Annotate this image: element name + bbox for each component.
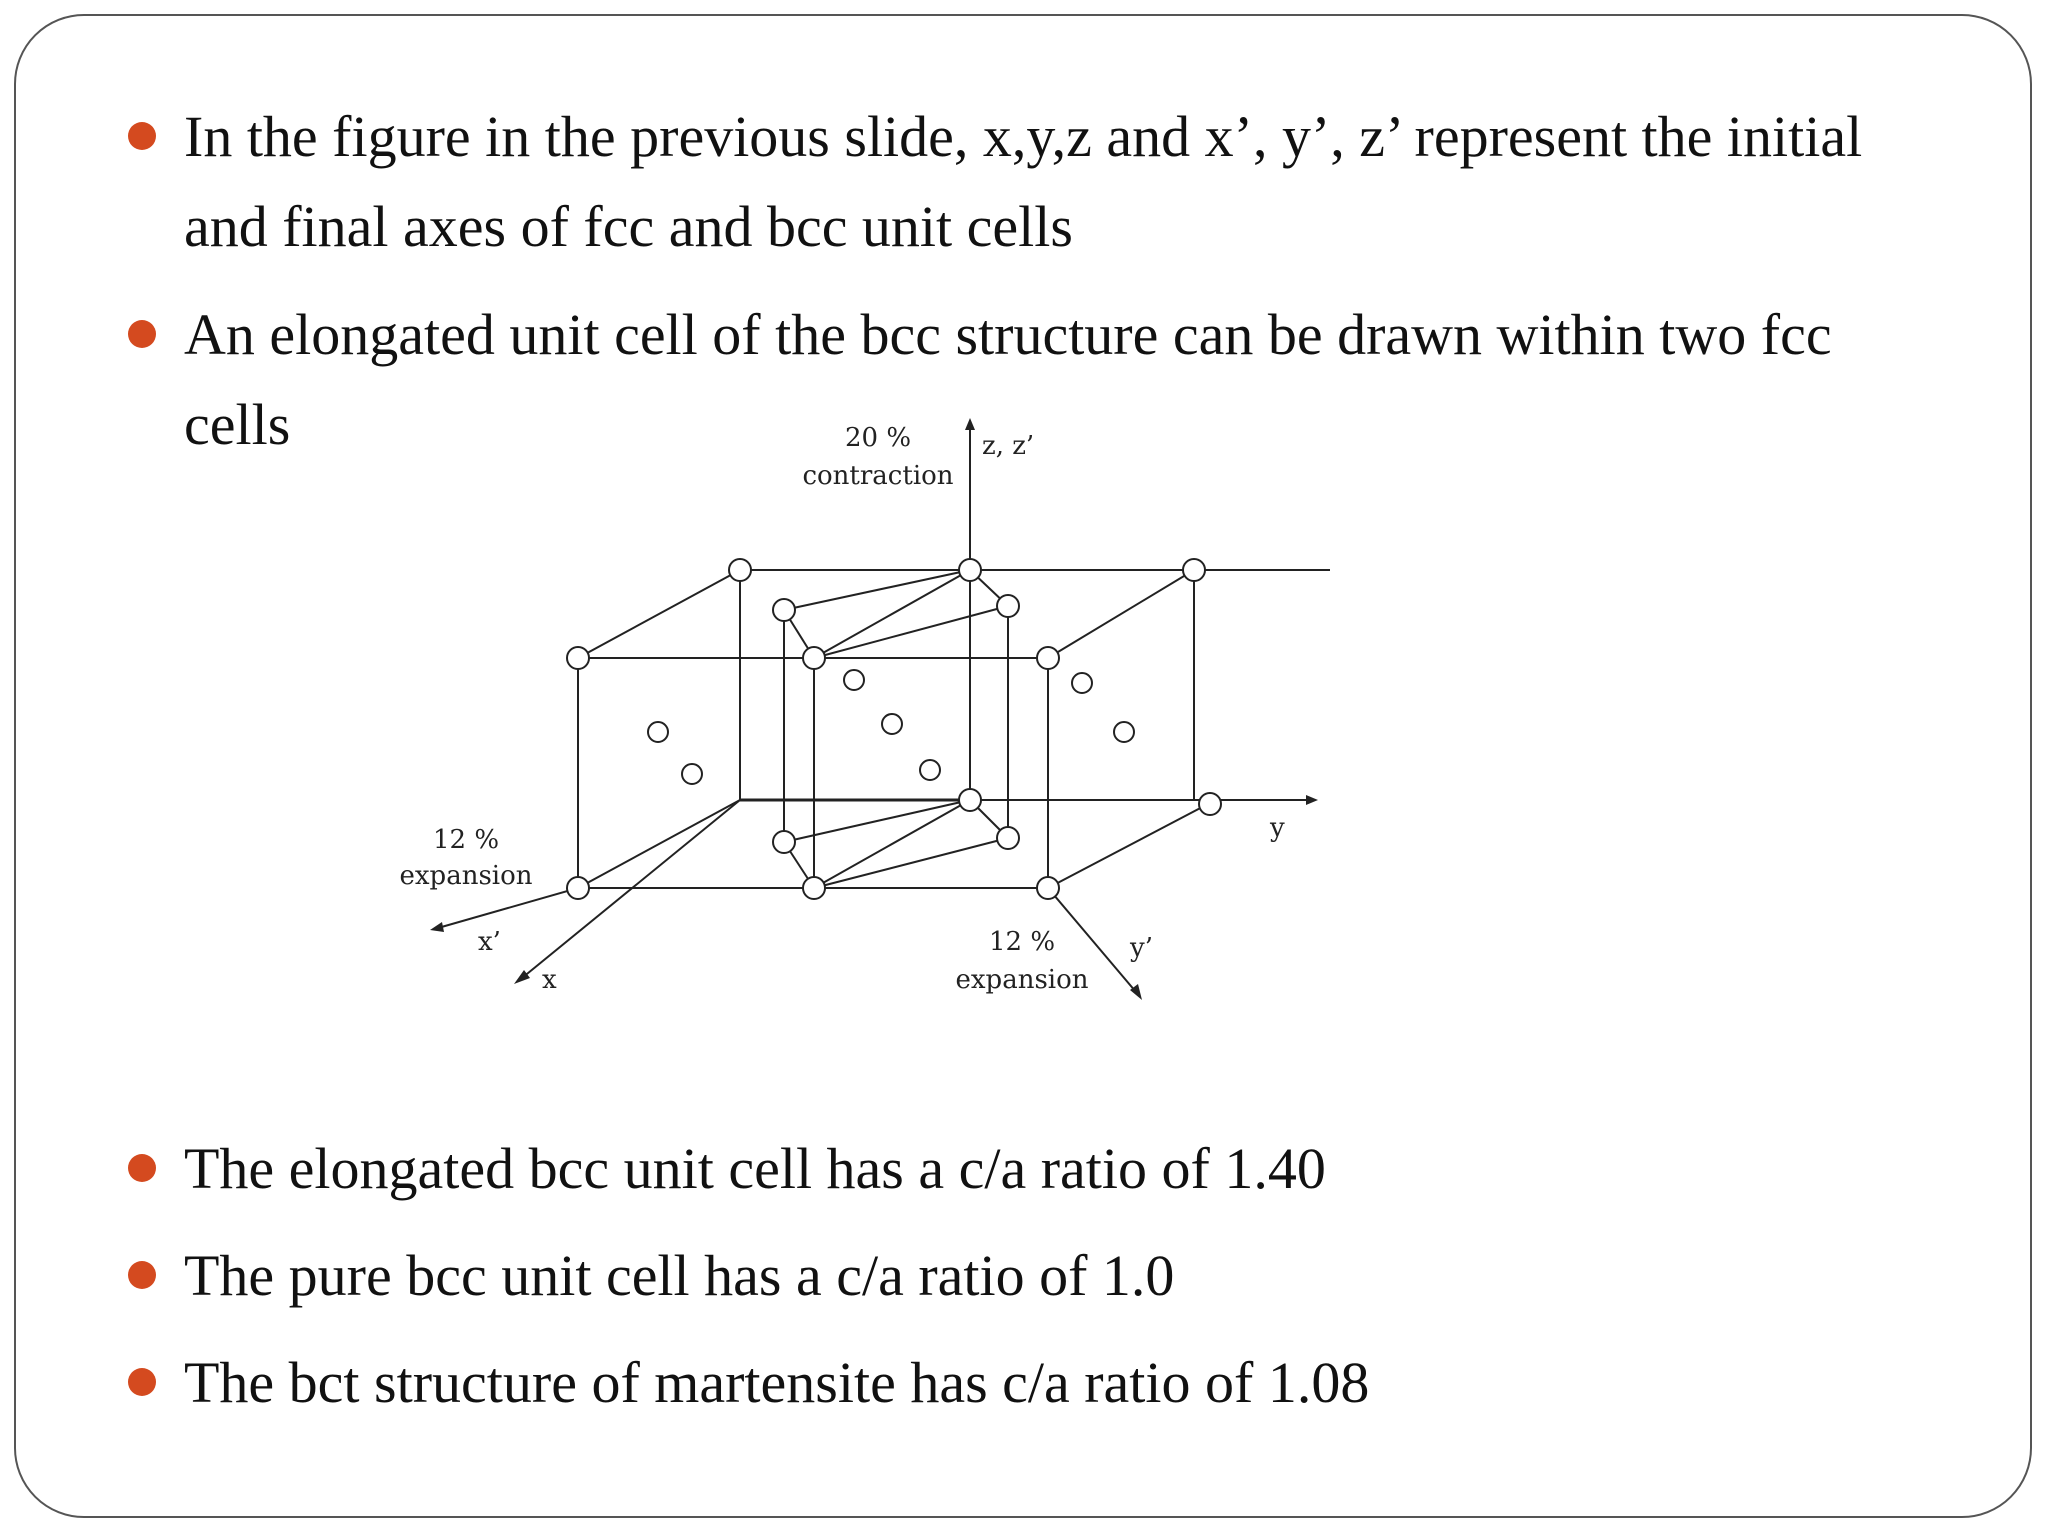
- atom: [567, 877, 589, 899]
- atom: [997, 595, 1019, 617]
- bullet-text: The elongated bcc unit cell has a c/a ratio of 1.40: [184, 1136, 1326, 1201]
- z-axis-arrow-icon: [965, 418, 975, 430]
- y-prime-axis-label: y’: [1130, 933, 1153, 963]
- y-expansion-word-label: expansion: [955, 965, 1089, 995]
- atom: [959, 559, 981, 581]
- atom: [1037, 877, 1059, 899]
- atom: [729, 559, 751, 581]
- atom: [1114, 722, 1134, 742]
- x-axis-arrow-icon: [514, 970, 530, 984]
- atom: [773, 831, 795, 853]
- atom: [648, 722, 668, 742]
- contraction-value-label: 20 %: [844, 423, 912, 453]
- atom: [1037, 647, 1059, 669]
- x-prime-axis-arrow-icon: [430, 922, 444, 932]
- z-axis-label: z, z’: [982, 431, 1035, 461]
- bullet-dot-icon: [128, 320, 156, 348]
- bullet-item: [126, 1124, 1906, 1214]
- unit-cell-diagram: [390, 418, 1330, 1038]
- y-expansion-value-label: 12 %: [988, 927, 1056, 957]
- atom: [773, 599, 795, 621]
- bullet-item: [126, 92, 1906, 272]
- bullet-dot-icon: [128, 1261, 156, 1289]
- atom: [1199, 793, 1221, 815]
- atom: [997, 827, 1019, 849]
- atom: [1072, 673, 1092, 693]
- atom: [682, 764, 702, 784]
- x-expansion-value-label: 12 %: [432, 825, 500, 855]
- bullet-item: [126, 1231, 1906, 1321]
- fcc-bcc-unit-cell-figure: [390, 418, 1330, 1038]
- bullet-text: The bct structure of martensite has c/a ratio of 1.08: [184, 1350, 1370, 1415]
- bullet-text: An elongated unit cell of the bcc structure can be drawn within two fcc cells: [184, 302, 1832, 457]
- atom: [803, 877, 825, 899]
- bullet-dot-icon: [128, 122, 156, 150]
- atom: [882, 714, 902, 734]
- x-axis-label: x: [542, 965, 557, 995]
- bullet-dot-icon: [128, 1368, 156, 1396]
- atom: [567, 647, 589, 669]
- atom: [803, 647, 825, 669]
- x-expansion-word-label: expansion: [399, 861, 533, 891]
- atom: [959, 789, 981, 811]
- contraction-word-label: contraction: [802, 461, 954, 491]
- bullet-text: In the figure in the previous slide, x,y,z and x’, y’, z’ represent the initial and final axes of fcc and bcc unit cells: [184, 104, 1863, 259]
- atom: [920, 760, 940, 780]
- y-axis-label: y: [1270, 813, 1285, 843]
- y-axis-arrow-icon: [1306, 795, 1318, 805]
- bullet-item: [126, 1338, 1906, 1428]
- x-prime-axis-label: x’: [478, 927, 501, 957]
- bullet-dot-icon: [128, 1154, 156, 1182]
- atom: [844, 670, 864, 690]
- bullet-text: The pure bcc unit cell has a c/a ratio of 1.0: [184, 1243, 1175, 1308]
- atom: [1183, 559, 1205, 581]
